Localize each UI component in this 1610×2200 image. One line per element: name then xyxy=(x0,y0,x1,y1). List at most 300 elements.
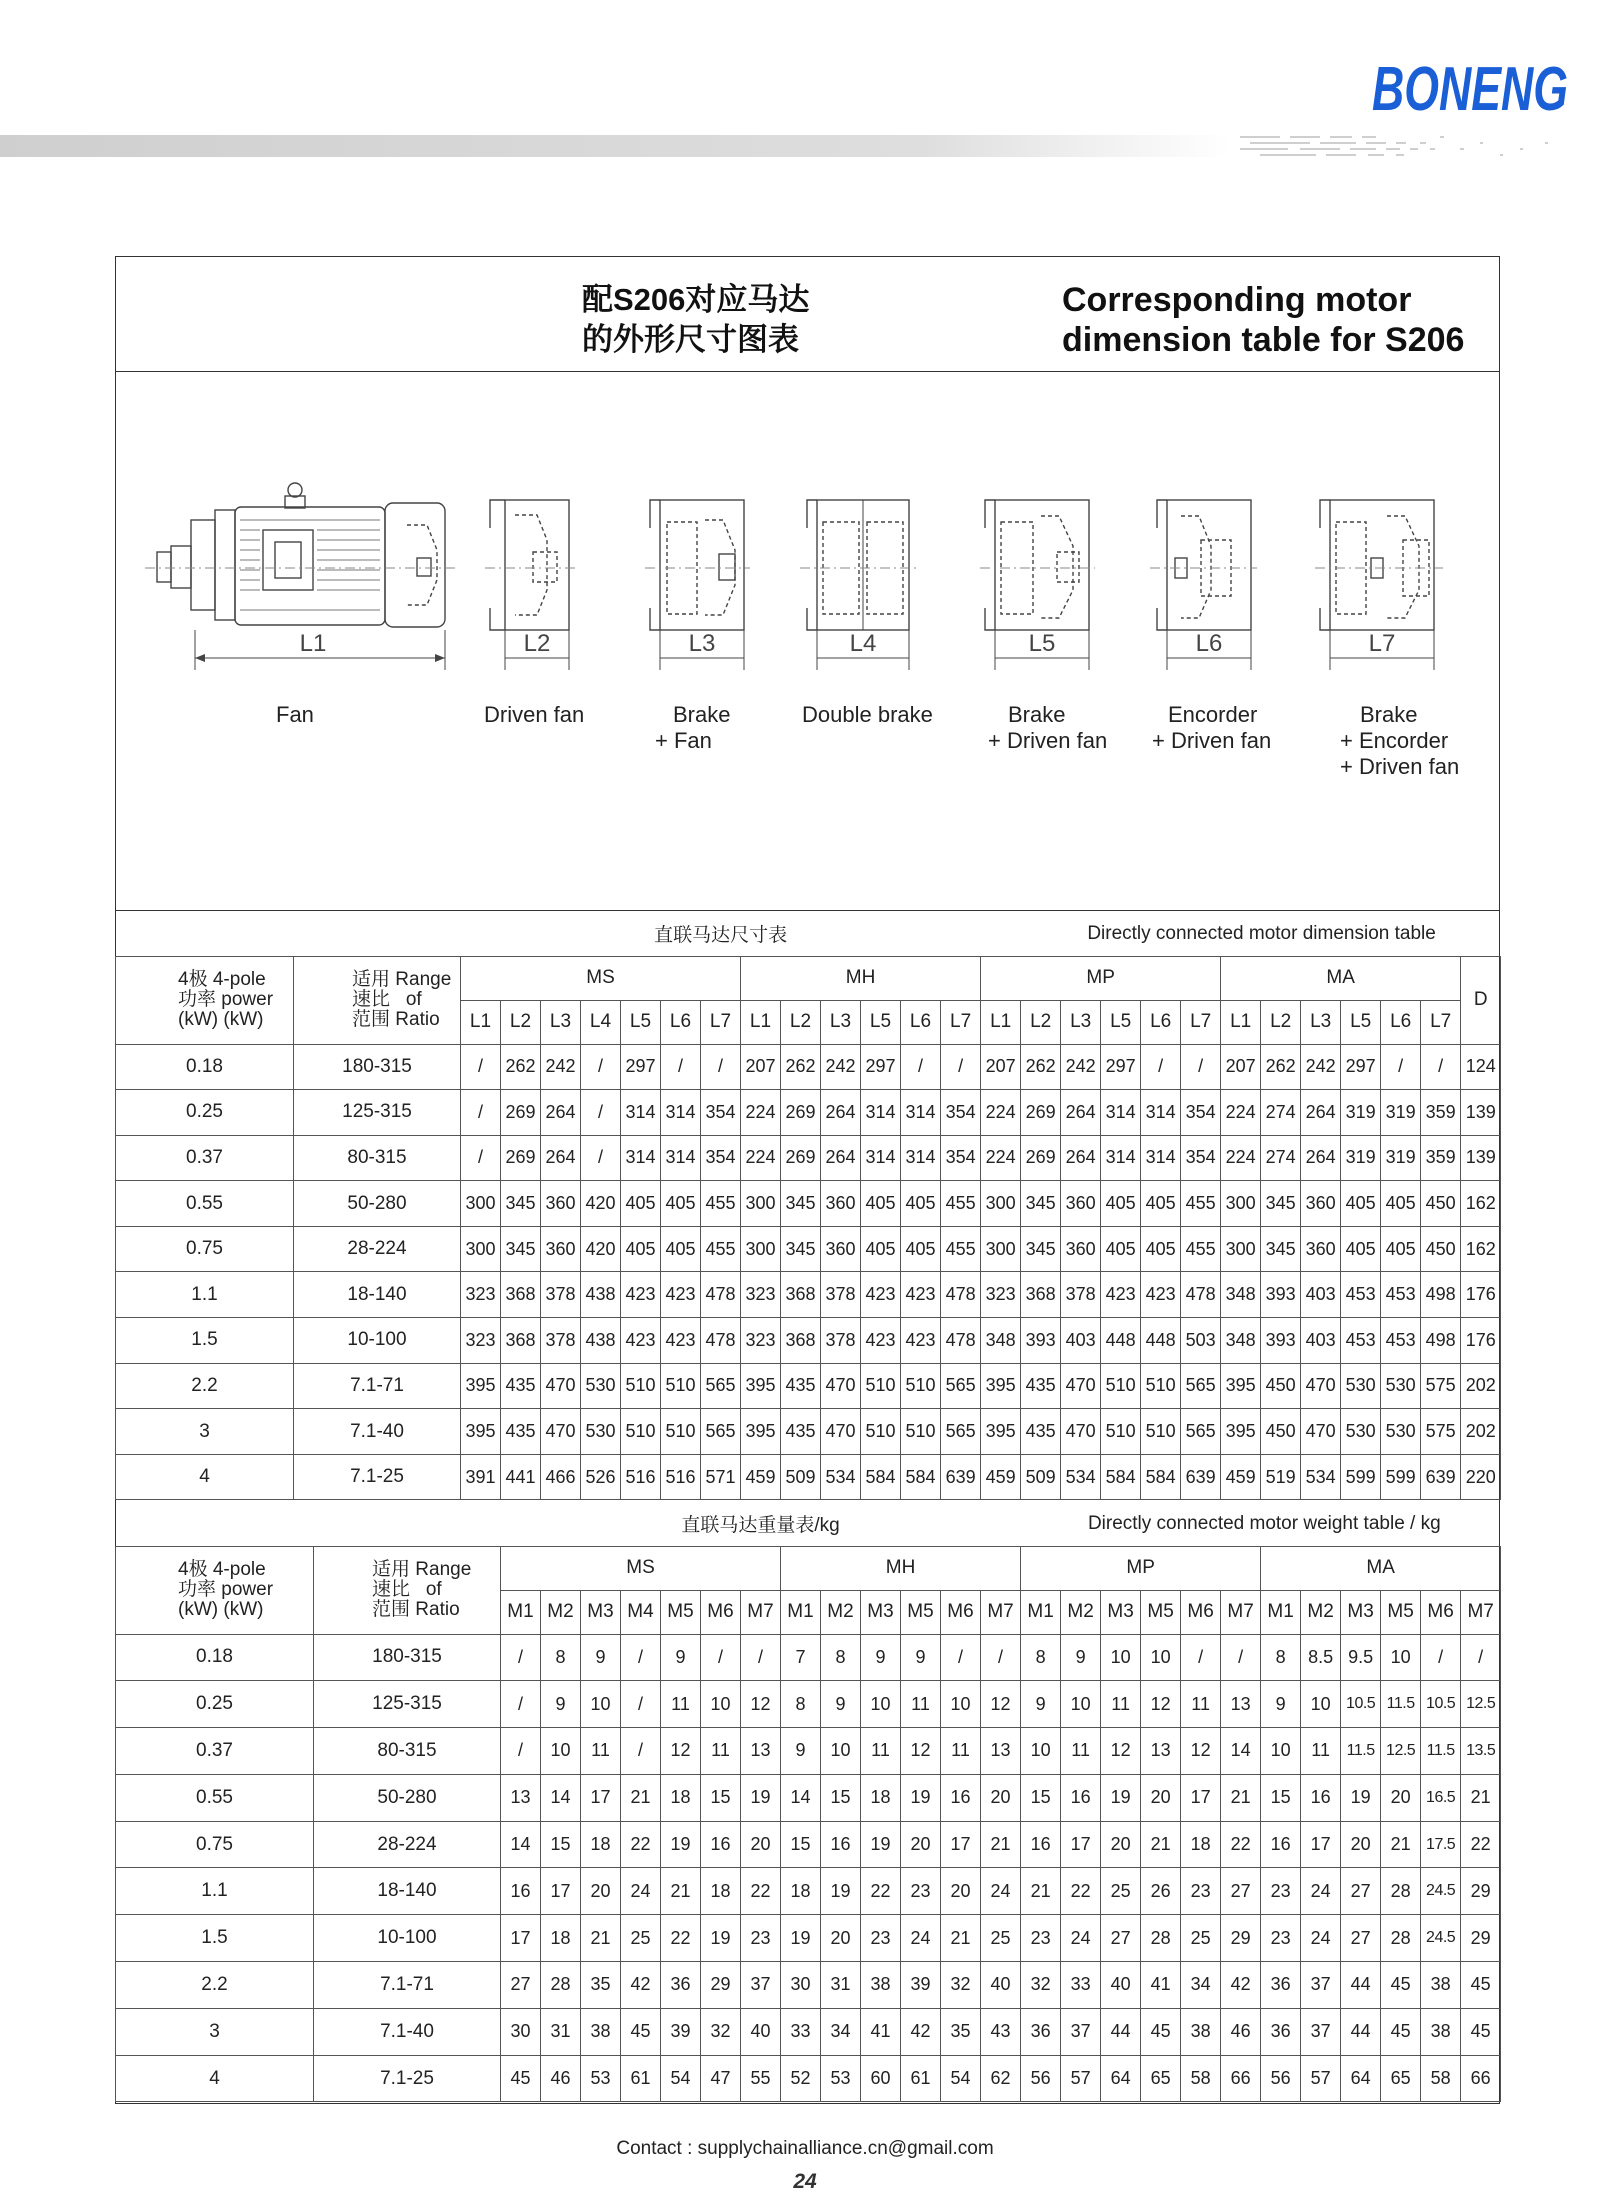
value-cell: 207 xyxy=(741,1044,781,1090)
value-cell: 297 xyxy=(861,1044,901,1090)
value-cell: 37 xyxy=(1061,2008,1101,2055)
value-cell: 519 xyxy=(1261,1454,1301,1500)
table-row xyxy=(116,1181,1501,1227)
diagram-divider xyxy=(115,910,1500,911)
value-cell: 61 xyxy=(901,2055,941,2102)
table-caption-zh: 直联马达重量表/kg xyxy=(501,1502,1021,1546)
value-cell: 378 xyxy=(821,1318,861,1364)
value-cell: 11 xyxy=(1101,1681,1141,1728)
ratio-cell: 125-315 xyxy=(314,1681,501,1728)
value-cell: 405 xyxy=(661,1181,701,1227)
value-cell: 478 xyxy=(1181,1272,1221,1318)
value-cell: 510 xyxy=(1141,1363,1181,1409)
value-cell: 435 xyxy=(781,1409,821,1455)
value-cell: 405 xyxy=(621,1181,661,1227)
table-row xyxy=(116,1868,1501,1915)
value-cell: 264 xyxy=(821,1090,861,1136)
value-cell: / xyxy=(581,1044,621,1090)
value-cell: 32 xyxy=(1021,1962,1061,2009)
value-cell: / xyxy=(581,1135,621,1181)
value-cell: 571 xyxy=(701,1454,741,1500)
value-cell: 10 xyxy=(541,1728,581,1775)
value-cell: 66 xyxy=(1221,2055,1261,2102)
value-cell: 16 xyxy=(1261,1821,1301,1868)
value-cell: 22 xyxy=(1061,1868,1101,1915)
value-cell: 498 xyxy=(1421,1272,1461,1318)
dim-label-l3: L3 xyxy=(688,630,716,657)
value-cell: 45 xyxy=(1381,1962,1421,2009)
value-cell: 359 xyxy=(1421,1090,1461,1136)
value-cell: 13 xyxy=(981,1728,1021,1775)
value-cell: 395 xyxy=(461,1363,501,1409)
value-cell: 319 xyxy=(1381,1135,1421,1181)
value-cell: 9 xyxy=(901,1634,941,1681)
value-cell: 348 xyxy=(1221,1272,1261,1318)
value-cell: 23 xyxy=(1181,1868,1221,1915)
value-cell: 12 xyxy=(981,1681,1021,1728)
value-cell: 599 xyxy=(1341,1454,1381,1500)
value-cell: 24.5 xyxy=(1421,1868,1461,1915)
value-cell: 9 xyxy=(1021,1681,1061,1728)
value-cell: 354 xyxy=(941,1135,981,1181)
value-cell: 162 xyxy=(1461,1181,1501,1227)
value-cell: 10 xyxy=(1021,1728,1061,1775)
value-cell: 12 xyxy=(1101,1728,1141,1775)
ratio-cell: 7.1-40 xyxy=(294,1409,461,1455)
value-cell: 453 xyxy=(1381,1318,1421,1364)
table-row xyxy=(116,1681,1501,1728)
value-cell: 584 xyxy=(1141,1454,1181,1500)
value-cell: 530 xyxy=(581,1363,621,1409)
value-cell: 264 xyxy=(1301,1090,1341,1136)
value-cell: / xyxy=(621,1728,661,1775)
value-cell: 459 xyxy=(1221,1454,1261,1500)
logo-text: BONENG xyxy=(1372,55,1568,122)
value-cell: 33 xyxy=(1061,1962,1101,2009)
value-cell: 18 xyxy=(861,1774,901,1821)
value-cell: 395 xyxy=(741,1409,781,1455)
value-cell: 314 xyxy=(1101,1090,1141,1136)
value-cell: 23 xyxy=(1021,1915,1061,1962)
column-header: L5 xyxy=(1101,1000,1141,1044)
value-cell: 21 xyxy=(661,1868,701,1915)
value-cell: / xyxy=(941,1634,981,1681)
value-cell: 24 xyxy=(621,1868,661,1915)
value-cell: 395 xyxy=(1221,1363,1261,1409)
page-number: 24 xyxy=(793,2170,817,2193)
value-cell: 20 xyxy=(821,1915,861,1962)
value-cell: 403 xyxy=(1301,1318,1341,1364)
value-cell: 16 xyxy=(1301,1774,1341,1821)
variant-caption: Double brake xyxy=(802,702,933,727)
group-header-ma: MA xyxy=(1221,956,1461,1000)
value-cell: 19 xyxy=(701,1915,741,1962)
brake-driven-fan-drawing xyxy=(980,500,1095,670)
value-cell: 38 xyxy=(1421,2008,1461,2055)
value-cell: 11.5 xyxy=(1421,1728,1461,1775)
value-cell: 15 xyxy=(541,1821,581,1868)
value-cell: / xyxy=(1461,1634,1501,1681)
value-cell: 470 xyxy=(1301,1409,1341,1455)
value-cell: 405 xyxy=(1141,1181,1181,1227)
value-cell: 455 xyxy=(941,1181,981,1227)
value-cell: 345 xyxy=(1261,1226,1301,1272)
weight-table xyxy=(115,1502,1501,2102)
value-cell: 27 xyxy=(501,1962,541,2009)
value-cell: 405 xyxy=(861,1181,901,1227)
value-cell: 378 xyxy=(821,1272,861,1318)
value-cell: 448 xyxy=(1101,1318,1141,1364)
column-header: L3 xyxy=(541,1000,581,1044)
power-cell: 0.25 xyxy=(116,1090,294,1136)
value-cell: 405 xyxy=(901,1181,941,1227)
value-cell: / xyxy=(941,1044,981,1090)
variant-caption: Fan xyxy=(276,702,314,727)
value-cell: / xyxy=(501,1681,541,1728)
value-cell: 470 xyxy=(1061,1363,1101,1409)
table-row xyxy=(116,1728,1501,1775)
value-cell: 46 xyxy=(541,2055,581,2102)
dim-label-l6: L6 xyxy=(1195,630,1223,657)
value-cell: 435 xyxy=(781,1363,821,1409)
value-cell: 455 xyxy=(1181,1226,1221,1272)
variant-caption: Brake + Driven fan xyxy=(988,702,1108,753)
value-cell: 19 xyxy=(781,1915,821,1962)
power-cell: 0.37 xyxy=(116,1135,294,1181)
page-title-en: Corresponding motor dimension table for S206 xyxy=(1062,281,1465,359)
table-row xyxy=(116,1774,1501,1821)
value-cell: 27 xyxy=(1341,1868,1381,1915)
value-cell: 13 xyxy=(1221,1681,1261,1728)
value-cell: 459 xyxy=(741,1454,781,1500)
table-row xyxy=(116,2055,1501,2102)
value-cell: 269 xyxy=(501,1135,541,1181)
value-cell: 21 xyxy=(1021,1868,1061,1915)
value-cell: 314 xyxy=(661,1135,701,1181)
value-cell: 58 xyxy=(1421,2055,1461,2102)
column-header: M5 xyxy=(661,1590,701,1634)
value-cell: 435 xyxy=(1021,1363,1061,1409)
value-cell: 516 xyxy=(621,1454,661,1500)
value-cell: 314 xyxy=(621,1135,661,1181)
value-cell: 19 xyxy=(861,1821,901,1868)
value-cell: 264 xyxy=(821,1135,861,1181)
value-cell: 7 xyxy=(781,1634,821,1681)
table-row xyxy=(116,1272,1501,1318)
value-cell: 391 xyxy=(461,1454,501,1500)
value-cell: 599 xyxy=(1381,1454,1421,1500)
value-cell: 314 xyxy=(621,1090,661,1136)
value-cell: 530 xyxy=(1341,1363,1381,1409)
column-header: M6 xyxy=(1421,1590,1461,1634)
value-cell: 354 xyxy=(1181,1090,1221,1136)
value-cell: 17 xyxy=(541,1868,581,1915)
value-cell: 14 xyxy=(1221,1728,1261,1775)
value-cell: 10 xyxy=(581,1681,621,1728)
value-cell: 25 xyxy=(1181,1915,1221,1962)
table-caption-zh: 直联马达尺寸表 xyxy=(461,912,981,956)
column-header: L2 xyxy=(1261,1000,1301,1044)
value-cell: 9 xyxy=(1261,1681,1301,1728)
value-cell: 584 xyxy=(1101,1454,1141,1500)
value-cell: 54 xyxy=(661,2055,701,2102)
value-cell: 18 xyxy=(781,1868,821,1915)
value-cell: 16 xyxy=(941,1774,981,1821)
value-cell: 27 xyxy=(1101,1915,1141,1962)
value-cell: 269 xyxy=(1021,1090,1061,1136)
value-cell: 55 xyxy=(741,2055,781,2102)
value-cell: 40 xyxy=(981,1962,1021,2009)
value-cell: 58 xyxy=(1181,2055,1221,2102)
table-row xyxy=(116,1962,1501,2009)
table-row xyxy=(116,1226,1501,1272)
value-cell: 300 xyxy=(461,1181,501,1227)
value-cell: 24 xyxy=(1061,1915,1101,1962)
value-cell: 368 xyxy=(501,1272,541,1318)
value-cell: 22 xyxy=(1461,1821,1501,1868)
value-cell: 29 xyxy=(701,1962,741,2009)
value-cell: 423 xyxy=(861,1318,901,1364)
value-cell: 534 xyxy=(821,1454,861,1500)
value-cell: 510 xyxy=(1101,1409,1141,1455)
value-cell: 12 xyxy=(741,1681,781,1728)
value-cell: 435 xyxy=(501,1363,541,1409)
value-cell: 18 xyxy=(1181,1821,1221,1868)
value-cell: 453 xyxy=(1381,1272,1421,1318)
value-cell: 29 xyxy=(1221,1915,1261,1962)
value-cell: 38 xyxy=(1421,1962,1461,2009)
value-cell: 44 xyxy=(1341,1962,1381,2009)
value-cell: 21 xyxy=(581,1915,621,1962)
dim-label-l2: L2 xyxy=(523,630,551,657)
value-cell: 16 xyxy=(501,1868,541,1915)
value-cell: 565 xyxy=(701,1409,741,1455)
value-cell: 23 xyxy=(741,1915,781,1962)
brake-fan-drawing xyxy=(645,500,750,670)
value-cell: 19 xyxy=(741,1774,781,1821)
value-cell: 15 xyxy=(701,1774,741,1821)
value-cell: 42 xyxy=(1221,1962,1261,2009)
power-header: 4极 4-pole 功率 power (kW) (kW) xyxy=(116,1546,314,1634)
value-cell: 274 xyxy=(1261,1090,1301,1136)
table-row xyxy=(116,1044,1501,1090)
column-header: M2 xyxy=(1301,1590,1341,1634)
ratio-cell: 10-100 xyxy=(314,1915,501,1962)
value-cell: 360 xyxy=(1061,1226,1101,1272)
value-cell: 360 xyxy=(1061,1181,1101,1227)
value-cell: / xyxy=(1181,1634,1221,1681)
value-cell: 57 xyxy=(1061,2055,1101,2102)
value-cell: 9 xyxy=(861,1634,901,1681)
value-cell: 453 xyxy=(1341,1318,1381,1364)
value-cell: 378 xyxy=(541,1272,581,1318)
value-cell: / xyxy=(1221,1634,1261,1681)
value-cell: 262 xyxy=(781,1044,821,1090)
group-header-ms: MS xyxy=(461,956,741,1000)
value-cell: 11 xyxy=(1301,1728,1341,1775)
column-header: L2 xyxy=(1021,1000,1061,1044)
value-cell: 242 xyxy=(541,1044,581,1090)
motor-variants-drawing xyxy=(145,480,1475,680)
value-cell: 14 xyxy=(781,1774,821,1821)
value-cell: 262 xyxy=(1021,1044,1061,1090)
value-cell: 224 xyxy=(741,1135,781,1181)
value-cell: 27 xyxy=(1341,1915,1381,1962)
value-cell: 405 xyxy=(1381,1181,1421,1227)
value-cell: 438 xyxy=(581,1272,621,1318)
value-cell: 10 xyxy=(1261,1728,1301,1775)
value-cell: 45 xyxy=(621,2008,661,2055)
value-cell: 314 xyxy=(1141,1090,1181,1136)
value-cell: 23 xyxy=(901,1868,941,1915)
column-header: L1 xyxy=(461,1000,501,1044)
power-cell: 4 xyxy=(116,1454,294,1500)
value-cell: 405 xyxy=(661,1226,701,1272)
value-cell: 438 xyxy=(581,1318,621,1364)
value-cell: 314 xyxy=(861,1090,901,1136)
power-cell: 0.75 xyxy=(116,1226,294,1272)
value-cell: 41 xyxy=(1141,1962,1181,2009)
value-cell: 565 xyxy=(941,1363,981,1409)
value-cell: 354 xyxy=(1181,1135,1221,1181)
value-cell: 20 xyxy=(581,1868,621,1915)
footer-contact: Contact : supplychainalliance.cn@gmail.com xyxy=(616,2138,994,2159)
value-cell: 470 xyxy=(821,1363,861,1409)
value-cell: 345 xyxy=(1021,1226,1061,1272)
value-cell: 455 xyxy=(941,1226,981,1272)
value-cell: 12 xyxy=(1141,1681,1181,1728)
value-cell: 405 xyxy=(1141,1226,1181,1272)
value-cell: 345 xyxy=(1261,1181,1301,1227)
value-cell: 12 xyxy=(661,1728,701,1775)
value-cell: 423 xyxy=(1101,1272,1141,1318)
value-cell: 224 xyxy=(1221,1090,1261,1136)
value-cell: 423 xyxy=(621,1318,661,1364)
value-cell: 423 xyxy=(861,1272,901,1318)
value-cell: 37 xyxy=(1301,2008,1341,2055)
value-cell: 395 xyxy=(981,1409,1021,1455)
value-cell: 323 xyxy=(981,1272,1021,1318)
power-cell: 0.75 xyxy=(116,1821,314,1868)
value-cell: 19 xyxy=(901,1774,941,1821)
value-cell: 34 xyxy=(821,2008,861,2055)
value-cell: 27 xyxy=(1221,1868,1261,1915)
column-header: L4 xyxy=(581,1000,621,1044)
value-cell: 403 xyxy=(1301,1272,1341,1318)
column-header: L2 xyxy=(501,1000,541,1044)
value-cell: 22 xyxy=(861,1868,901,1915)
value-cell: 39 xyxy=(901,1962,941,2009)
value-cell: 530 xyxy=(581,1409,621,1455)
ratio-cell: 18-140 xyxy=(294,1272,461,1318)
column-header: M6 xyxy=(701,1590,741,1634)
value-cell: 323 xyxy=(461,1272,501,1318)
value-cell: 300 xyxy=(1221,1226,1261,1272)
dim-label-l1: L1 xyxy=(299,630,327,657)
value-cell: 345 xyxy=(1021,1181,1061,1227)
value-cell: 224 xyxy=(741,1090,781,1136)
column-header: M2 xyxy=(1061,1590,1101,1634)
value-cell: 269 xyxy=(1021,1135,1061,1181)
value-cell: 21 xyxy=(1381,1821,1421,1868)
value-cell: 17 xyxy=(1181,1774,1221,1821)
value-cell: 15 xyxy=(821,1774,861,1821)
value-cell: 314 xyxy=(901,1135,941,1181)
value-cell: 9 xyxy=(781,1728,821,1775)
value-cell: 423 xyxy=(621,1272,661,1318)
value-cell: 264 xyxy=(1061,1135,1101,1181)
value-cell: / xyxy=(621,1681,661,1728)
value-cell: 56 xyxy=(1261,2055,1301,2102)
value-cell: 314 xyxy=(1101,1135,1141,1181)
value-cell: 15 xyxy=(1261,1774,1301,1821)
value-cell: 450 xyxy=(1261,1409,1301,1455)
value-cell: 224 xyxy=(981,1090,1021,1136)
value-cell: 360 xyxy=(541,1226,581,1272)
value-cell: 37 xyxy=(1301,1962,1341,2009)
value-cell: 19 xyxy=(821,1868,861,1915)
ratio-header: 适用 Range 速比 of 范围 Ratio xyxy=(314,1546,501,1634)
value-cell: / xyxy=(661,1044,701,1090)
group-header-ma: MA xyxy=(1261,1546,1501,1590)
value-cell: 354 xyxy=(701,1090,741,1136)
value-cell: 57 xyxy=(1301,2055,1341,2102)
value-cell: 30 xyxy=(501,2008,541,2055)
value-cell: 423 xyxy=(661,1272,701,1318)
value-cell: / xyxy=(501,1634,541,1681)
value-cell: 8 xyxy=(1021,1634,1061,1681)
value-cell: 262 xyxy=(501,1044,541,1090)
value-cell: 405 xyxy=(1101,1181,1141,1227)
value-cell: 20 xyxy=(901,1821,941,1868)
value-cell: 423 xyxy=(901,1318,941,1364)
value-cell: 470 xyxy=(1061,1409,1101,1455)
value-cell: 345 xyxy=(781,1226,821,1272)
value-cell: 38 xyxy=(1181,2008,1221,2055)
value-cell: 12 xyxy=(901,1728,941,1775)
value-cell: 297 xyxy=(1341,1044,1381,1090)
value-cell: 31 xyxy=(541,2008,581,2055)
variant-caption: Encorder + Driven fan xyxy=(1152,702,1272,753)
value-cell: 22 xyxy=(661,1915,701,1962)
column-header: M7 xyxy=(981,1590,1021,1634)
value-cell: 31 xyxy=(821,1962,861,2009)
value-cell: 478 xyxy=(941,1318,981,1364)
value-cell: 9 xyxy=(821,1681,861,1728)
value-cell: 21 xyxy=(981,1821,1021,1868)
power-cell: 0.18 xyxy=(116,1634,314,1681)
value-cell: 18 xyxy=(701,1868,741,1915)
value-cell: 466 xyxy=(541,1454,581,1500)
value-cell: 565 xyxy=(701,1363,741,1409)
value-cell: 12 xyxy=(1181,1728,1221,1775)
value-cell: 323 xyxy=(741,1318,781,1364)
value-cell: / xyxy=(461,1090,501,1136)
value-cell: 25 xyxy=(981,1915,1021,1962)
value-cell: 64 xyxy=(1341,2055,1381,2102)
value-cell: 20 xyxy=(1141,1774,1181,1821)
value-cell: 17 xyxy=(1061,1821,1101,1868)
value-cell: 10.5 xyxy=(1341,1681,1381,1728)
ratio-cell: 50-280 xyxy=(314,1774,501,1821)
column-header: M2 xyxy=(541,1590,581,1634)
value-cell: 202 xyxy=(1461,1363,1501,1409)
variant-caption: Brake + Encorder + Driven fan xyxy=(1340,702,1460,779)
value-cell: 11 xyxy=(1181,1681,1221,1728)
value-cell: 8 xyxy=(781,1681,821,1728)
column-header: L3 xyxy=(821,1000,861,1044)
value-cell: 37 xyxy=(741,1962,781,2009)
